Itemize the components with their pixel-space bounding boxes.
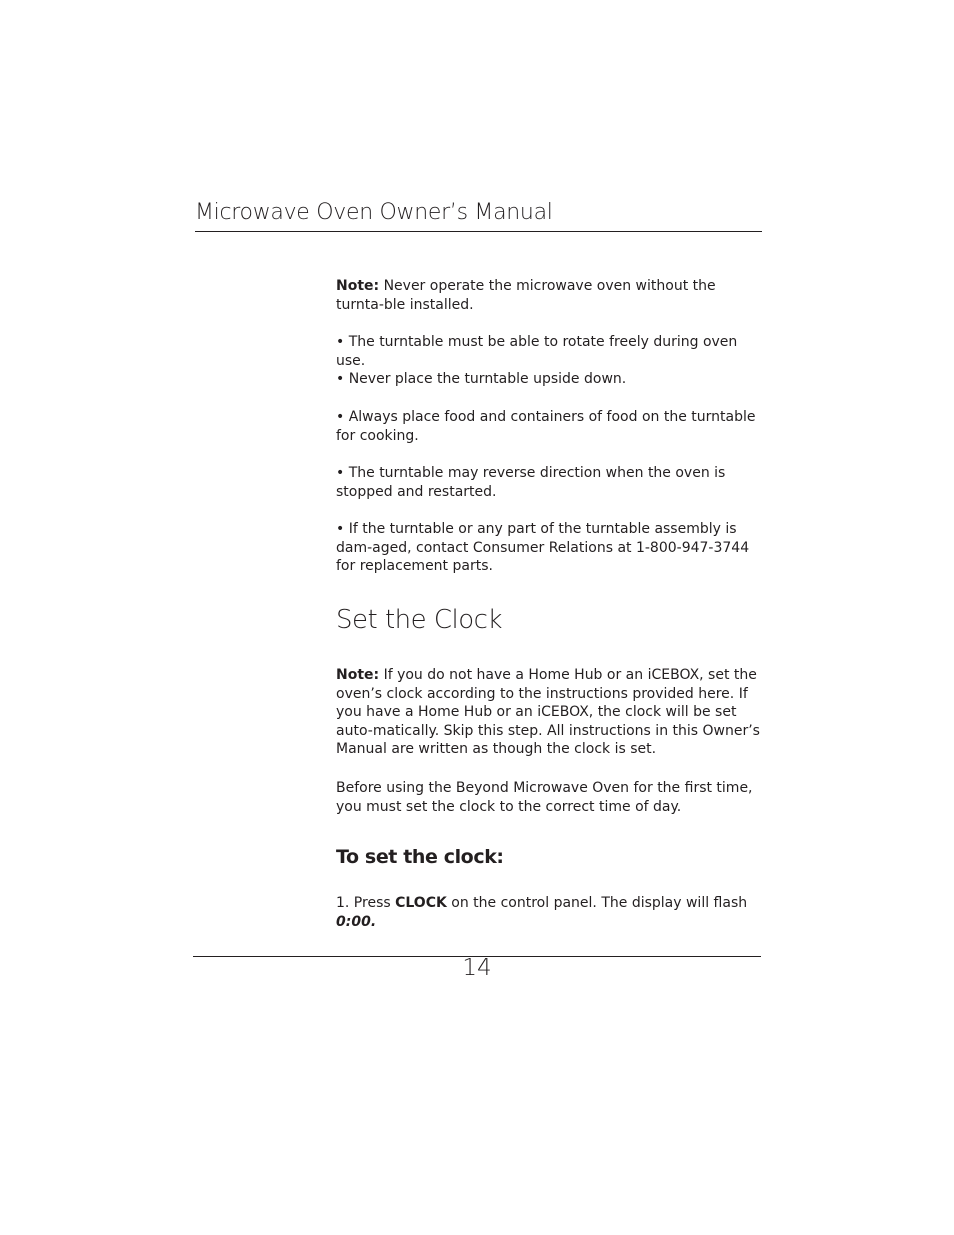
step-1-mid: on the control panel. The display will flash [446,895,748,911]
note-label: Note: [336,278,380,294]
bullet-reverse-direction: • The turntable may reverse direction when the oven is stopped and restarted. [336,465,726,500]
bullet-upside-down: • Never place the turntable upside down. [336,371,627,387]
step-1 [336,894,762,931]
bullet-rotate-freely: • The turntable must be able to rotate freely during oven use. [336,334,738,369]
header-title: Microwave Oven Owner’s Manual [195,200,553,225]
clock-note-label: Note: [336,667,380,683]
subheading: To set the clock: [336,846,504,868]
body-column [336,0,762,1235]
clock-intro: Before using the Beyond Microwave Oven for the first time, you must set the clock to the correct time of day. [336,780,753,815]
bullet-place-food: • Always place food and containers of food on the turntable for cooking. [336,409,756,444]
clock-note-text: If you do not have a Home Hub or an iCEBOX, set the oven’s clock according to the instructions provided here. If you have a Home Hub or an iCEBOX, the clock will be set auto-matically. Skip this step. All instructions in this Owner’s Manual are written as though the clock is set. [336,667,760,758]
page-number: 14 [462,955,492,981]
turntable-note [336,277,762,314]
clock-note [336,666,762,759]
section-title: Set the Clock [336,605,503,635]
note-text: Never operate the microwave oven without the turnta-ble installed. [336,278,716,313]
bullet-damaged-assembly: • If the turntable or any part of the turntable assembly is dam-aged, contact Consumer Relations at 1-800-947-3744 for replacement parts. [336,521,750,575]
step-1-prefix: 1. Press [336,895,396,911]
display-value: 0:00. [336,913,377,930]
clock-key: CLOCK [395,895,447,911]
